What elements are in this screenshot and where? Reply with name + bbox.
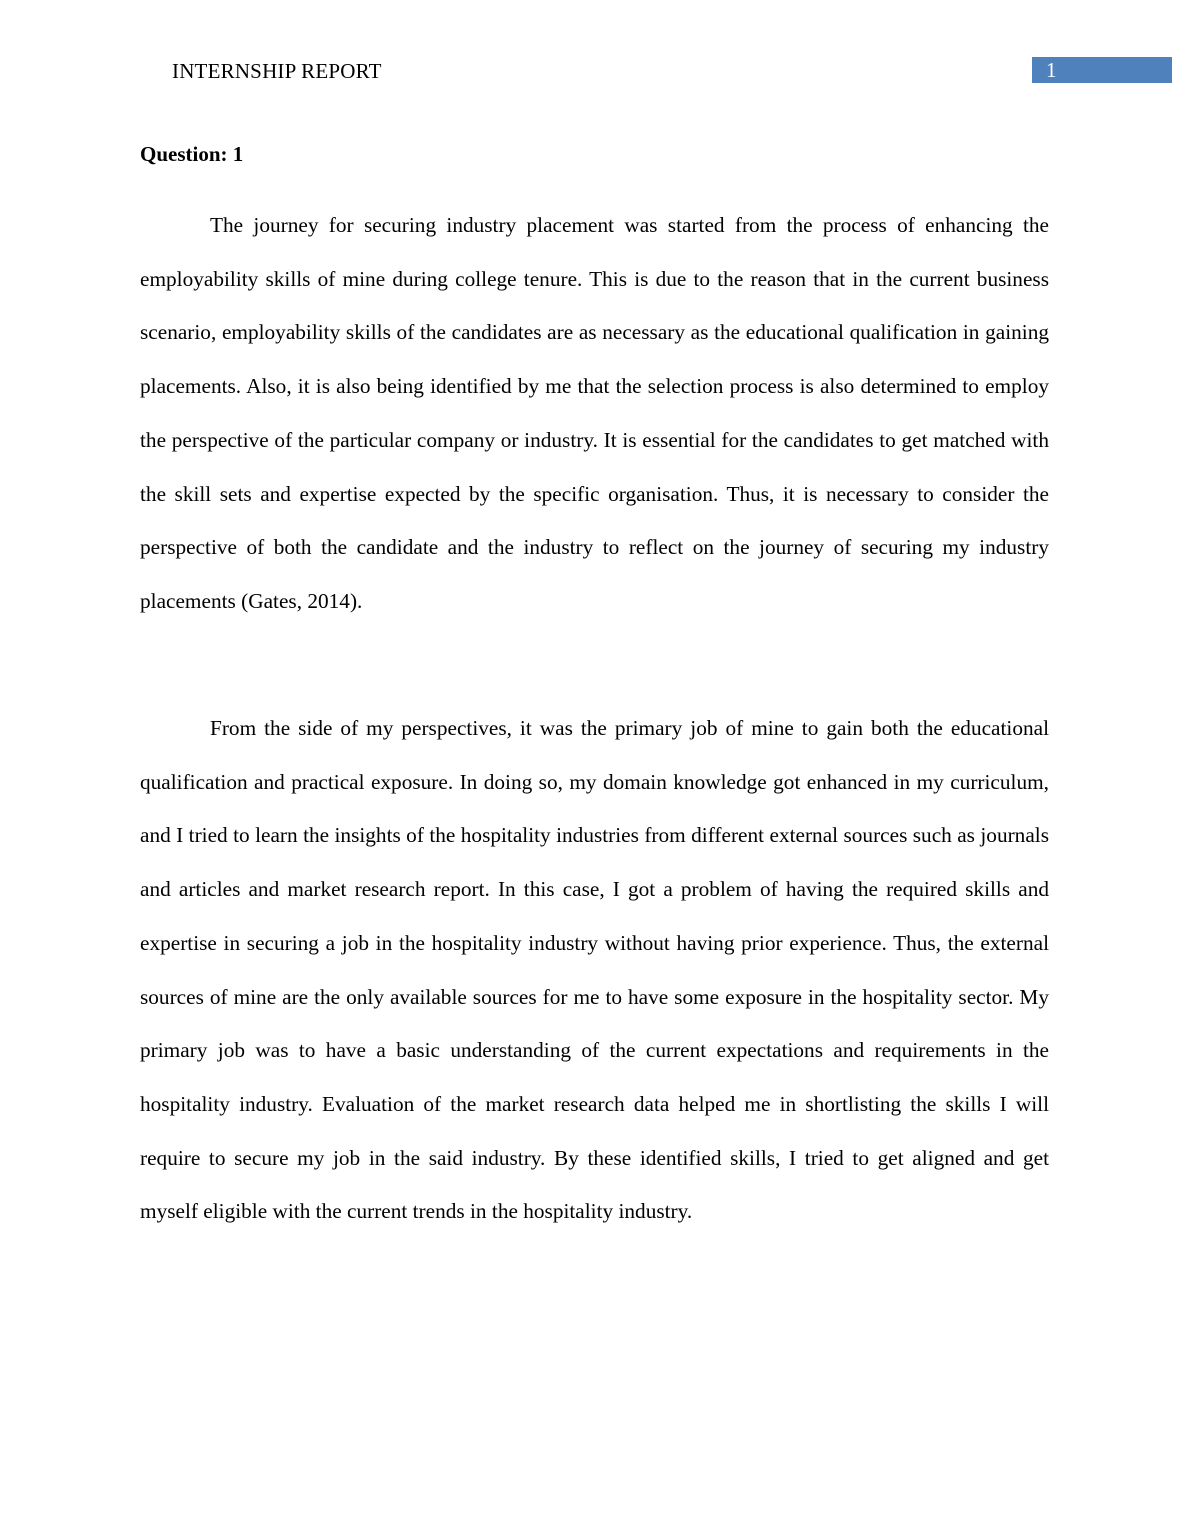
question-heading: Question: 1: [140, 142, 244, 166]
page-number: 1: [1046, 58, 1057, 82]
running-head: INTERNSHIP REPORT: [172, 59, 382, 83]
page-number-box: [1032, 57, 1172, 83]
body-paragraph-1: The journey for securing industry placement was started from the process of enhancing the employability skills of mine during college tenure. This is due to the reason that in the current business scenario, employability skills of the candidates are as necessary as the educational qualification in gaining placements. Also, it is also being identified by me that the selection process is also determined to employ the perspective of the particular company or industry. It is essential for the candidates to get matched with the skill sets and expertise expected by the specific organisation. Thus, it is necessary to consider the perspective of both the candidate and the industry to reflect on the journey of securing my industry placements (Gates, 2014).: [140, 213, 1049, 613]
body-paragraph-2: From the side of my perspectives, it was the primary job of mine to gain both the educational qualification and practical exposure. In doing so, my domain knowledge got enhanced in my curriculum, and I tried to learn the insights of the hospitality industries from different external sources such as journals and articles and market research report. In this case, I got a problem of having the required skills and expertise in securing a job in the hospitality industry without having prior experience. Thus, the external sources of mine are the only available sources for me to have some exposure in the hospitality sector. My primary job was to have a basic understanding of the current expectations and requirements in the hospitality industry. Evaluation of the market research data helped me in shortlisting the skills I will require to secure my job in the said industry. By these identified skills, I tried to get aligned and get myself eligible with the current trends in the hospitality industry.: [140, 716, 1049, 1224]
